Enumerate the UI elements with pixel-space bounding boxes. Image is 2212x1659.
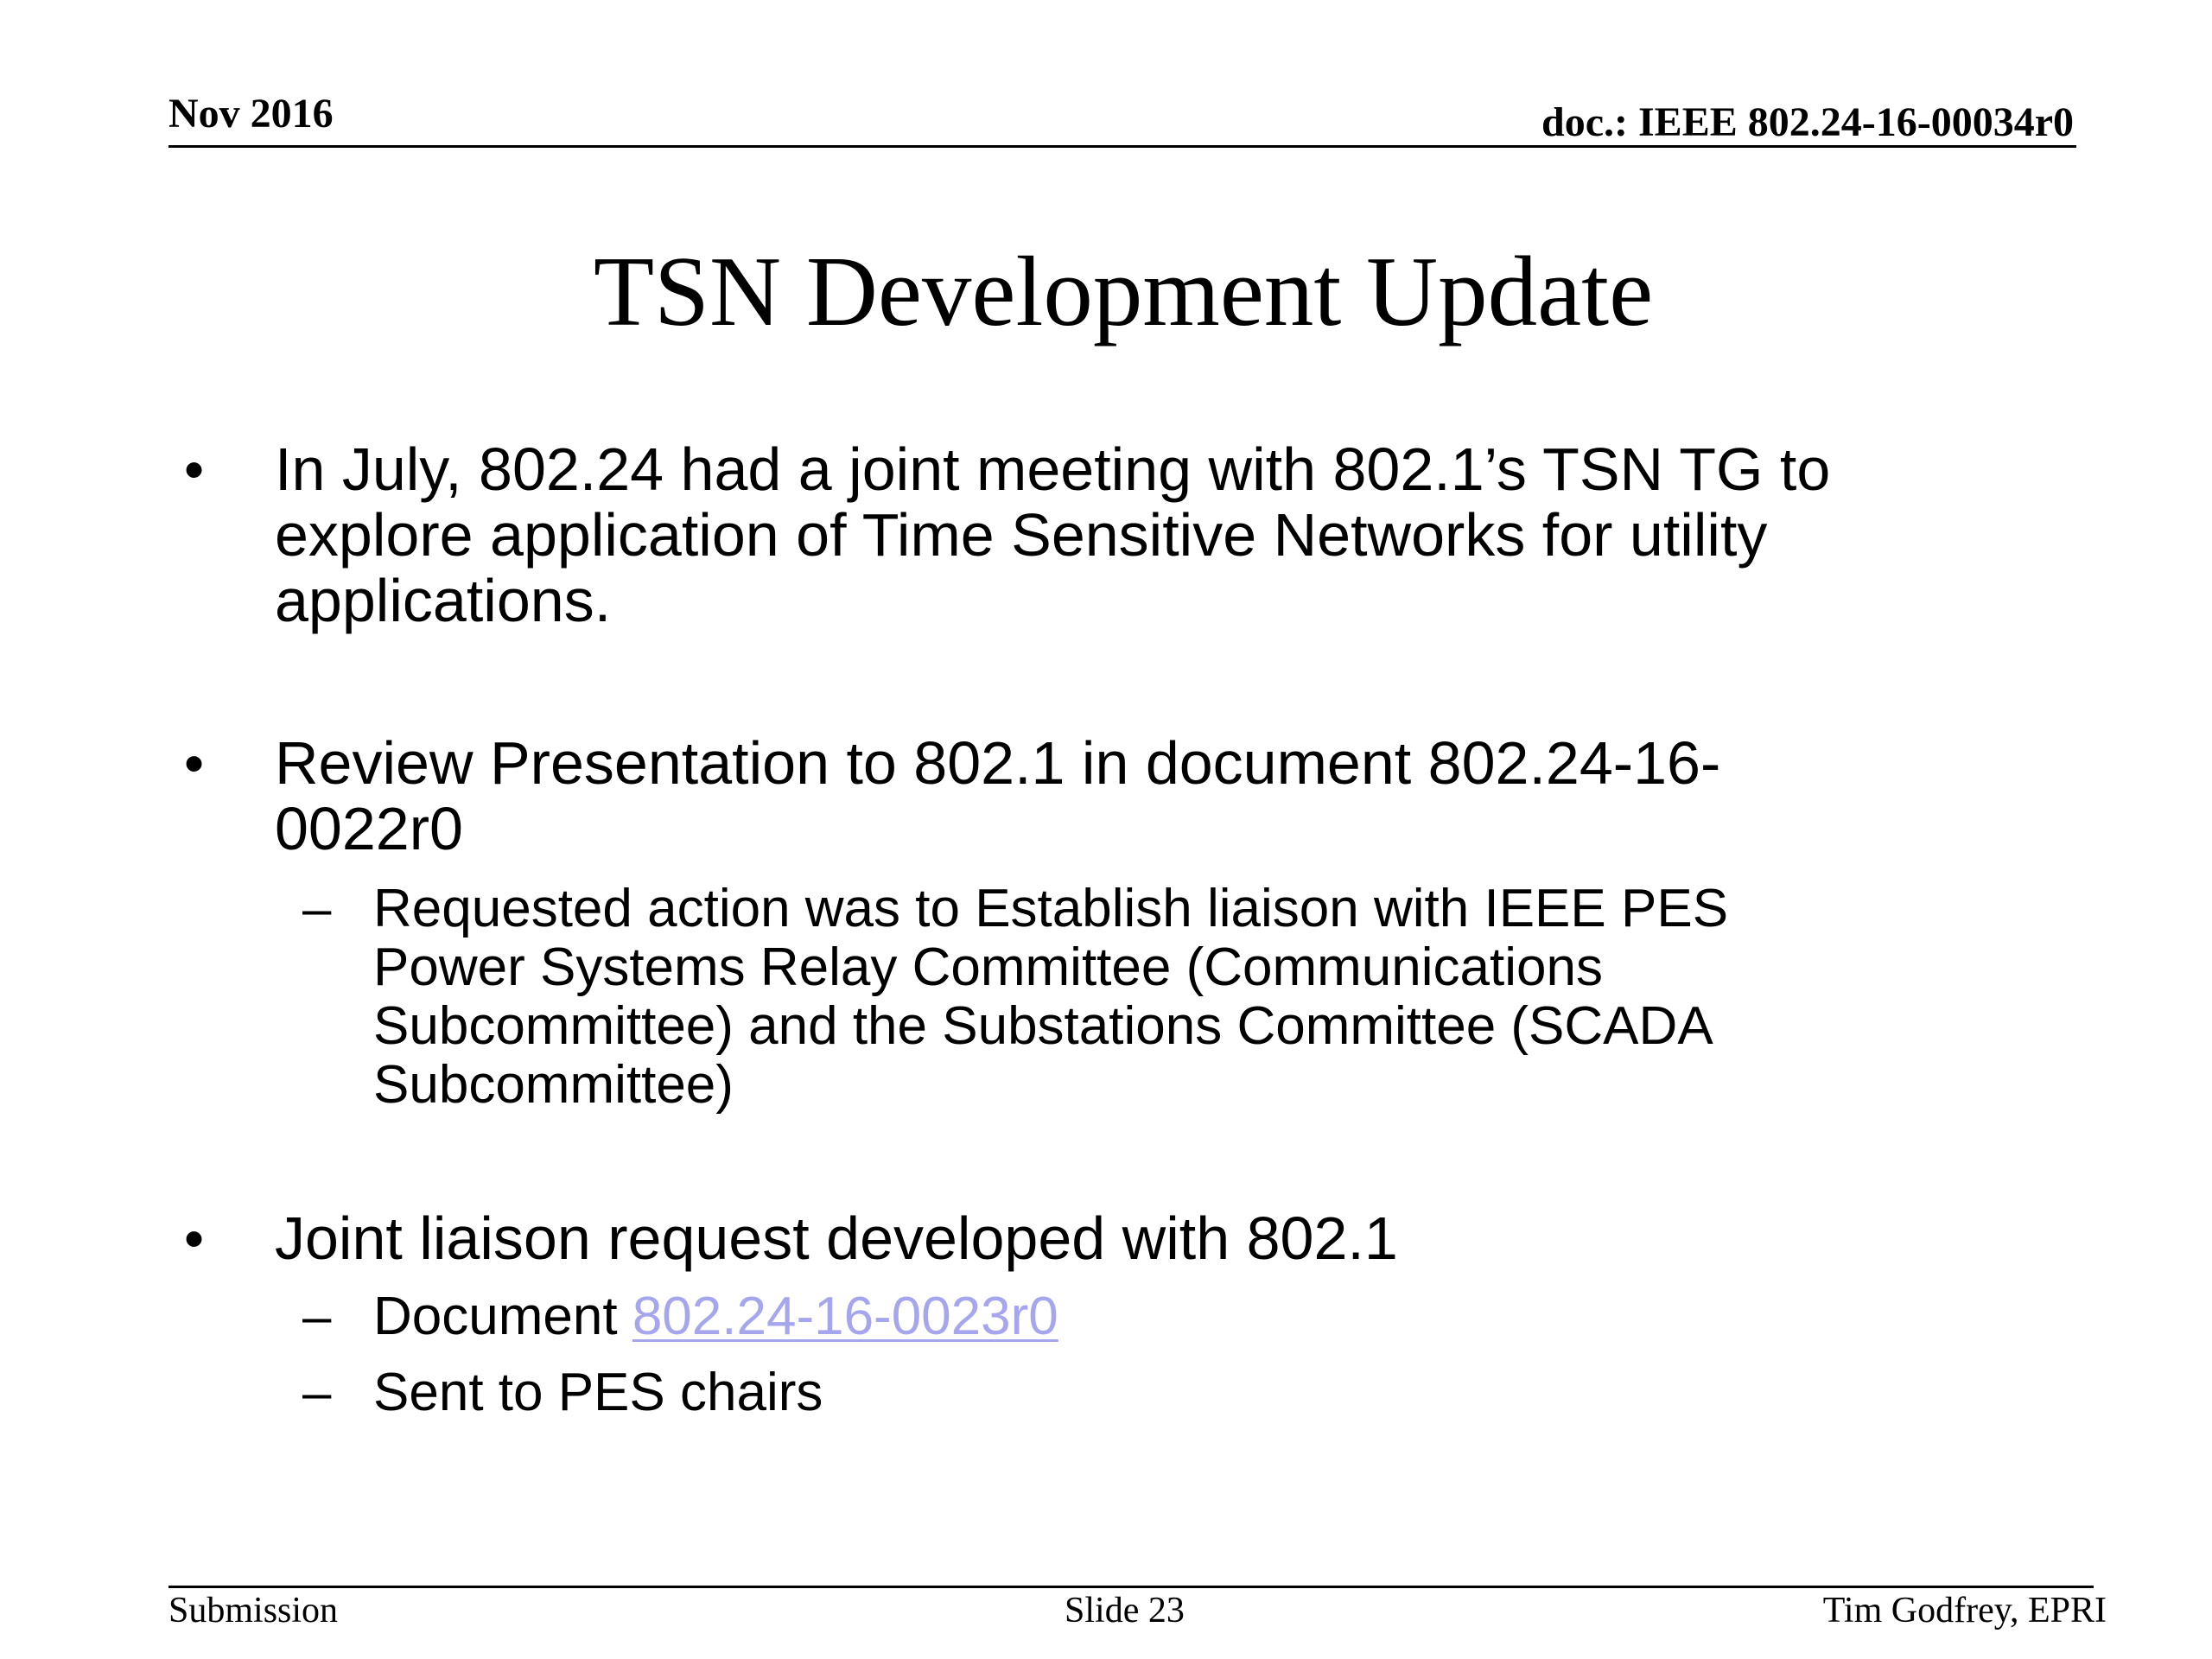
sub-bullet-text: Sent to PES chairs xyxy=(373,1363,823,1422)
bullet-marker: • xyxy=(184,731,205,795)
bullet-marker: • xyxy=(184,1206,205,1270)
slide-title: TSN Development Update xyxy=(593,237,1654,346)
bullet-marker: • xyxy=(184,437,205,501)
bullet-item-1 xyxy=(184,435,1831,634)
bullet-item-2 xyxy=(184,729,1721,862)
sub-bullet-text xyxy=(373,1287,1058,1346)
sub-bullet-item xyxy=(302,1287,1058,1346)
bullet-text: In July, 802.24 had a joint meeting with 802.1’s TSN TG to explore application of Time Sensitive Networks for utility applications. xyxy=(275,435,1831,634)
sub-bullet-marker: – xyxy=(302,1363,332,1421)
sub-bullet-marker: – xyxy=(302,1287,332,1345)
sub-bullet-item xyxy=(302,1363,823,1422)
footer-slide-number: Slide 23 xyxy=(1065,1591,1185,1630)
document-prefix: Document xyxy=(373,1287,632,1346)
bullet-item-3 xyxy=(184,1205,1398,1272)
sub-bullet-marker: – xyxy=(302,880,332,938)
footer-author: Tim Godfrey, EPRI xyxy=(1822,1591,2107,1630)
footer-divider xyxy=(168,1586,2094,1588)
document-link[interactable]: 802.24-16-0023r0 xyxy=(632,1287,1058,1346)
sub-bullet-text: Requested action was to Establish liaison with IEEE PES Power Systems Relay Committee (Communications Subcommittee) and the Substations Committee (SCADA Subcommittee) xyxy=(373,879,1729,1115)
sub-bullet-item xyxy=(302,879,1729,1115)
bullet-text: Joint liaison request developed with 802.1 xyxy=(275,1205,1398,1272)
footer-submission: Submission xyxy=(168,1591,339,1630)
header-doc-id: doc.: IEEE 802.24-16-00034r0 xyxy=(1541,99,2074,145)
header-date: Nov 2016 xyxy=(168,91,334,137)
bullet-text: Review Presentation to 802.1 in document 802.24-16- 0022r0 xyxy=(275,729,1721,862)
